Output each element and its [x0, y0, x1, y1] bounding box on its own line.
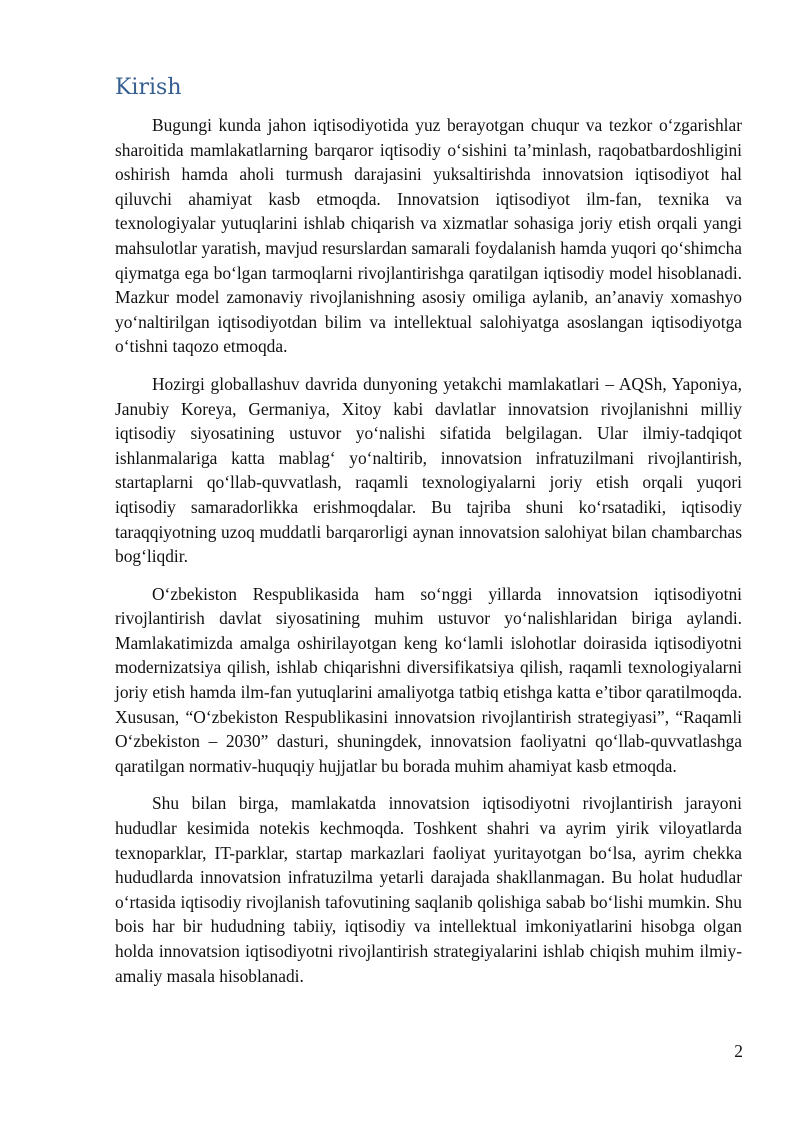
paragraph-4: Shu bilan birga, mamlakatda innovatsion iqtisodiyotni rivojlantirish jarayoni hududlar kesimida notekis kechmoqda. Toshkent shahri va ayrim yirik viloyatlarda texnoparklar, IT-parklar, startap markazlari faoliyat yuritayotgan bo‘lsa, ayrim chekka hududlarda innovatsion infratuzilma yetarli darajada shakllanmagan. Bu holat hududlar o‘rtasida iqtisodiy rivojlanish tafovutining saqlanib qolishiga sabab bo‘lishi mumkin. Shu bois har bir hududning tabiiy, iqtisodiy va intellektual imkoniyatlarini hisobga olgan holda innovatsion iqtisodiyotni rivojlantirish strategiyalarini ishlab chiqish muhim ilmiy-amaliy masala hisoblanadi.	[115, 793, 742, 986]
paragraph-2: Hozirgi globallashuv davrida dunyoning yetakchi mamlakatlari – AQSh, Yaponiya, Janubiy Koreya, Germaniya, Xitoy kabi davlatlar innovatsion rivojlanishni milliy iqtisodiy siyosatining ustuvor yo‘nalishi sifatida belgilagan. Ular ilmiy-tadqiqot ishlanmalariga katta mablag‘ yo‘naltirib, innovatsion infratuzilmani rivojlantirish, startaplarni qo‘llab-quvvatlash, raqamli texnologiyalarni joriy etish orqali yuqori iqtisodiy samaradorlikka erishmoqdalar. Bu tajriba shuni ko‘rsatadiki, iqtisodiy taraqqiyotning uzoq muddatli barqarorligi aynan innovatsion salohiyat bilan chambarchas bog‘liqdir.	[115, 373, 742, 567]
section-heading: Kirish	[115, 75, 182, 100]
paragraph-1: Bugungi kunda jahon iqtisodiyotida yuz berayotgan chuqur va tezkor o‘zgarishlar sharoitida mamlakatlarning barqaror iqtisodiy o‘sishini ta’minlash, raqobatbardoshligini oshirish hamda aholi turmush darajasini yuksaltirishda innovatsion iqtisodiyot hal qiluvchi ahamiyat kasb etmoqda. Innovatsion iqtisodiyot ilm-fan, texnika va texnologiyalar yutuqlarini ishlab chiqarish va xizmatlar sohasiga joriy etish orqali yangi mahsulotlar yaratish, mavjud resurslardan samarali foydalanish hamda yuqori qo‘shimcha qiymatga ega bo‘lgan tarmoqlarni rivojlantirishga qaratilgan iqtisodiy model hisoblanadi. Mazkur model zamonaviy rivojlanishning asosiy omiliga aylanib, an’anaviy xomashyo yo‘naltirilgan iqtisodiyotdan bilim va intellektual salohiyatga asoslangan iqtisodiyotga o‘tishni taqozo etmoqda.	[115, 115, 742, 357]
page-number: 2	[734, 1041, 743, 1061]
paragraph-3: O‘zbekiston Respublikasida ham so‘nggi yillarda innovatsion iqtisodiyotni rivojlantirish davlat siyosatining muhim ustuvor yo‘nalishlaridan biriga aylandi. Mamlakatimizda amalga oshirilayotgan keng ko‘lamli islohotlar doirasida iqtisodiyotni modernizatsiya qilish, ishlab chiqarishni diversifikatsiya qilish, raqamli texnologiyalarni joriy etish hamda ilm-fan yutuqlarini amaliyotga tatbiq etishga katta e’tibor qaratilmoqda. Xususan, “O‘zbekiston Respublikasini innovatsion rivojlantirish strategiyasi”, “Raqamli O‘zbekiston – 2030” dasturi, shuningdek, innovatsion faoliyatni qo‘llab-quvvatlashga qaratilgan normativ-huquqiy hujjatlar bu borada muhim ahamiyat kasb etmoqda.	[115, 583, 742, 776]
body-text	[115, 113, 742, 1001]
